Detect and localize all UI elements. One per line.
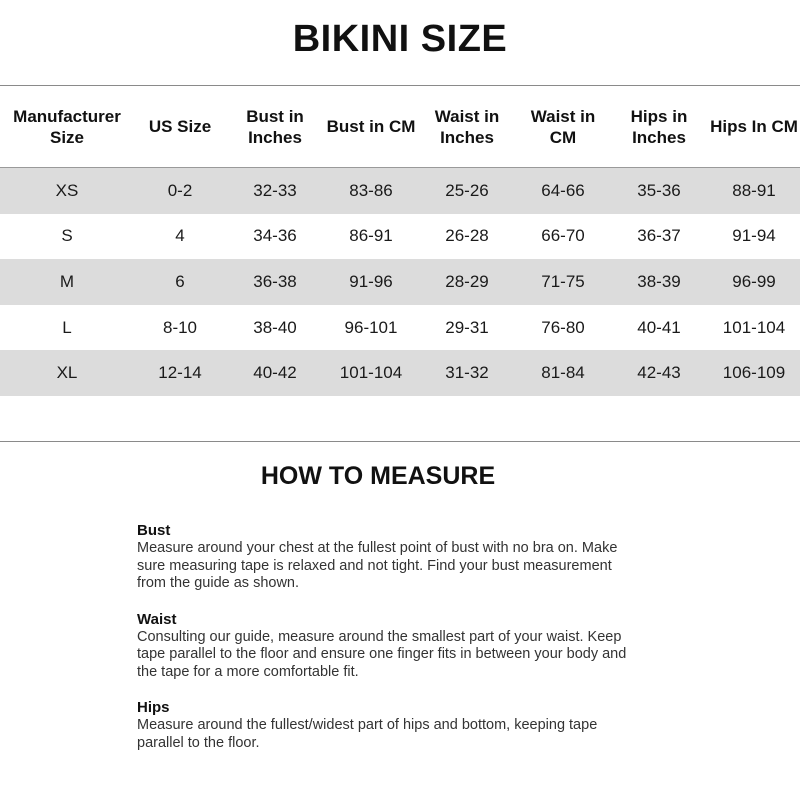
- table-cell: M: [59, 271, 75, 291]
- table-cell: 66-70: [541, 226, 585, 246]
- guide-label-bust: Bust: [137, 522, 171, 539]
- table-cell: 86-91: [349, 226, 393, 246]
- table-cell: 36-38: [253, 271, 297, 291]
- table-cell: 6: [175, 271, 185, 291]
- section-divider: [0, 441, 800, 442]
- table-cell: 96-101: [344, 317, 398, 337]
- table-cell: 28-29: [445, 271, 489, 291]
- table-cell: 26-28: [445, 226, 489, 246]
- table-cell: 36-37: [637, 226, 681, 246]
- table-row-m: [0, 259, 800, 305]
- header-us-size: US Size: [148, 117, 212, 136]
- table-cell: 106-109: [722, 363, 786, 383]
- table-cell: 38-39: [637, 271, 681, 291]
- header-manufacturer-size: Manufacturer Size: [13, 106, 121, 147]
- table-cell: 32-33: [253, 180, 297, 200]
- table-cell: XS: [55, 180, 79, 200]
- table-cell: 4: [175, 226, 185, 246]
- header-bust-cm: Bust in CM: [326, 117, 416, 136]
- table-row-xs: [0, 168, 800, 214]
- header-bust-inches: Bust in Inches: [246, 106, 304, 147]
- header-hips-cm: Hips In CM: [710, 117, 798, 136]
- table-row-s: [0, 214, 800, 260]
- table-cell: 83-86: [349, 180, 393, 200]
- table-cell: 91-96: [349, 271, 393, 291]
- table-cell: S: [61, 226, 73, 246]
- table-cell: 81-84: [541, 363, 585, 383]
- table-cell: 64-66: [541, 180, 585, 200]
- guide-text-hips: Measure around the fullest/widest part of hips and bottom, keeping tape parallel to the floor.: [137, 717, 598, 751]
- table-cell: 40-42: [253, 363, 297, 383]
- table-cell: 40-41: [637, 317, 681, 337]
- table-cell: 12-14: [158, 363, 202, 383]
- table-cell: 76-80: [541, 317, 585, 337]
- header-waist-inches: Waist in Inches: [434, 106, 500, 147]
- guide-item-hips: [137, 698, 627, 752]
- how-to-measure-title: HOW TO MEASURE: [260, 462, 496, 490]
- guide-text-bust: Measure around your chest at the fullest point of bust with no bra on. Make sure measuring tape is relaxed and not tight. Find your bust measurement from the guide as shown.: [137, 540, 618, 591]
- size-chart-table: [0, 86, 800, 396]
- table-cell: 8-10: [162, 317, 198, 337]
- table-cell: 25-26: [445, 180, 489, 200]
- table-cell: 42-43: [637, 363, 681, 383]
- table-cell: 101-104: [722, 317, 786, 337]
- guide-item-bust: [137, 521, 627, 593]
- table-cell: 88-91: [732, 180, 776, 200]
- header-waist-cm: Waist in CM: [530, 106, 596, 147]
- table-cell: 35-36: [637, 180, 681, 200]
- table-cell: 101-104: [339, 363, 403, 383]
- table-cell: 29-31: [445, 317, 489, 337]
- table-cell: L: [62, 317, 72, 337]
- header-hips-inches: Hips in Inches: [630, 106, 688, 147]
- table-row-l: [0, 305, 800, 351]
- guide-label-waist: Waist: [137, 610, 177, 628]
- table-cell: 34-36: [253, 226, 297, 246]
- table-row-xl: [0, 350, 800, 396]
- table-cell: 91-94: [732, 226, 776, 246]
- measure-guide: [137, 521, 627, 769]
- table-cell: 71-75: [541, 271, 585, 291]
- table-cell: 0-2: [167, 180, 193, 200]
- guide-label-hips: Hips: [137, 699, 170, 716]
- table-cell: 96-99: [732, 271, 776, 291]
- guide-item-waist: [137, 610, 627, 682]
- table-cell: 31-32: [445, 363, 489, 383]
- guide-text-waist: Consulting our guide, measure around the smallest part of your waist. Keep tape parallel to the floor and ensure one finger fits in between your body and the tape for a more comfortable fit.: [137, 628, 627, 680]
- table-cell: 38-40: [253, 317, 297, 337]
- table-header-row: [0, 86, 800, 168]
- page-title: BIKINI SIZE: [292, 18, 508, 60]
- table-cell: XL: [56, 363, 78, 383]
